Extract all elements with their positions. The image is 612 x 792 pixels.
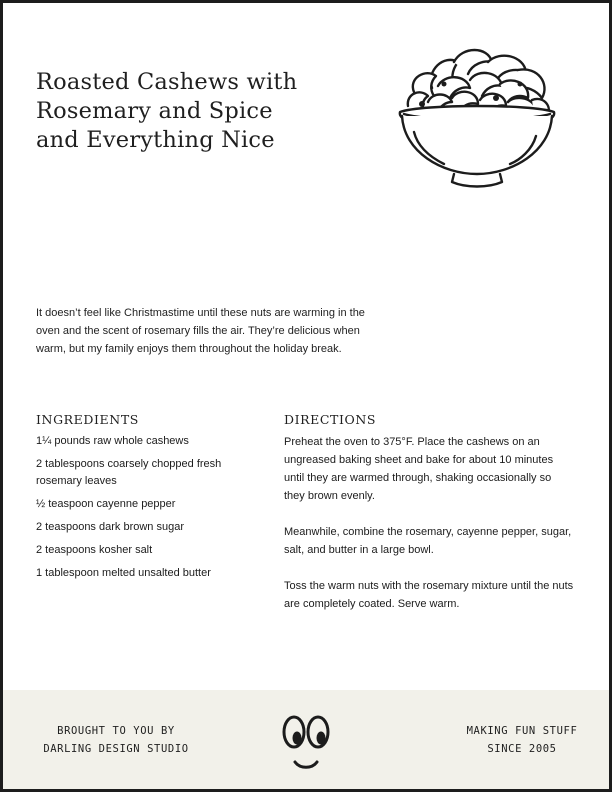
footer-credit-line: BROUGHT TO YOU BY bbox=[57, 725, 175, 737]
footer-credit bbox=[36, 722, 196, 758]
smiley-face-logo-icon bbox=[280, 712, 332, 774]
title-line: and Everything Nice bbox=[36, 127, 275, 153]
ingredients-heading: INGREDIENTS bbox=[36, 412, 139, 427]
direction-step: Meanwhile, combine the rosemary, cayenne pepper, sugar, salt, and butter in a large bowl. bbox=[284, 526, 572, 556]
cashew-bowl-icon bbox=[392, 40, 562, 190]
footer-tagline-line: MAKING FUN STUFF bbox=[466, 725, 578, 737]
title-line: Rosemary and Spice bbox=[36, 98, 273, 124]
recipe-title bbox=[36, 68, 366, 155]
recipe-intro: It doesn’t feel like Christmastime until these nuts are warming in the oven and the scent of rosemary fills the air. They’re delicious when warm, but my family enjoys them throughout the holiday break. bbox=[36, 307, 365, 355]
footer-tagline-line: SINCE 2005 bbox=[487, 743, 557, 755]
ingredient-item: 2 teaspoons dark brown sugar bbox=[36, 521, 184, 533]
directions-list bbox=[284, 433, 574, 631]
title-line: Roasted Cashews with bbox=[36, 69, 298, 95]
ingredients-list bbox=[36, 433, 236, 588]
ingredient-item: 2 tablespoons coarsely chopped fresh rosemary leaves bbox=[36, 458, 222, 487]
directions-heading: DIRECTIONS bbox=[284, 412, 377, 427]
ingredient-item: 1 tablespoon melted unsalted butter bbox=[36, 567, 211, 579]
ingredient-item: 1¼ pounds raw whole cashews bbox=[36, 435, 189, 447]
ingredient-item: ½ teaspoon cayenne pepper bbox=[36, 498, 176, 510]
direction-step: Preheat the oven to 375°F. Place the cashews on an ungreased baking sheet and bake for about 10 minutes until they are warmed through, shaking occasionally so they brown evenly. bbox=[284, 436, 554, 502]
footer-tagline bbox=[452, 722, 592, 758]
footer-credit-line: DARLING DESIGN STUDIO bbox=[43, 743, 189, 755]
ingredient-item: 2 teaspoons kosher salt bbox=[36, 544, 153, 556]
direction-step: Toss the warm nuts with the rosemary mixture until the nuts are completely coated. Serve warm. bbox=[284, 580, 574, 610]
